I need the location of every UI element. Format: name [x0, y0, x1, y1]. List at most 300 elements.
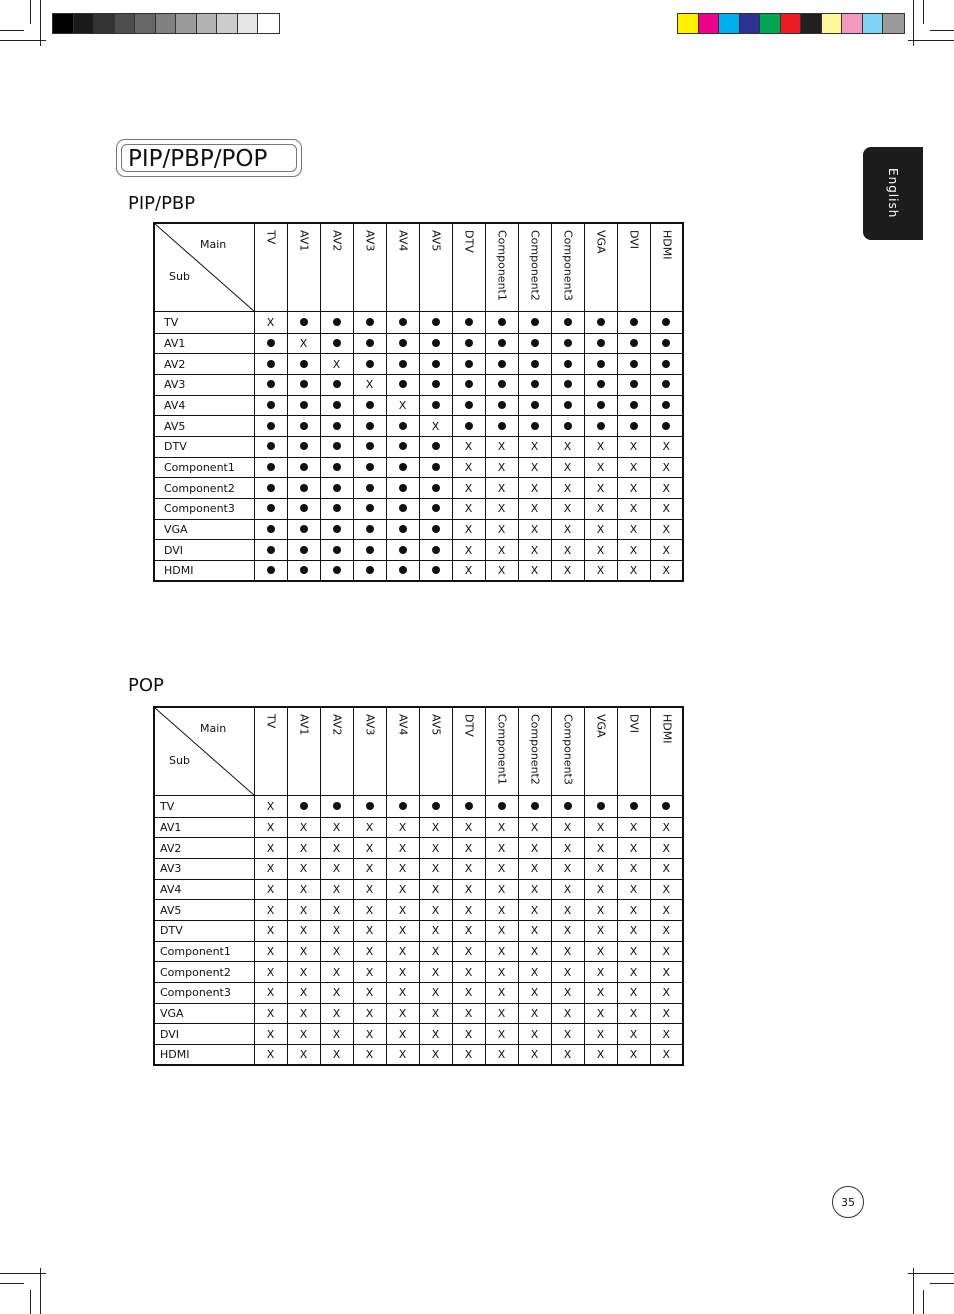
- column-header: [320, 223, 353, 311]
- supported-cell: [254, 519, 287, 540]
- supported-dot-icon: [597, 380, 605, 388]
- supported-cell: [518, 354, 551, 375]
- color-swatch: [258, 14, 279, 33]
- supported-dot-icon: [399, 566, 407, 574]
- supported-cell: [650, 333, 683, 354]
- row-label: AV2: [154, 838, 254, 859]
- unsupported-cell: X: [551, 478, 584, 499]
- unsupported-cell: X: [419, 941, 452, 962]
- pop-compatibility-table: [153, 706, 684, 1066]
- supported-cell: [254, 499, 287, 520]
- supported-cell: [419, 499, 452, 520]
- supported-dot-icon: [333, 802, 341, 810]
- unsupported-cell: X: [353, 900, 386, 921]
- supported-dot-icon: [531, 802, 539, 810]
- unsupported-cell: X: [320, 983, 353, 1004]
- supported-cell: [617, 311, 650, 333]
- unsupported-cell: X: [551, 962, 584, 983]
- supported-dot-icon: [366, 546, 374, 554]
- unsupported-cell: X: [320, 1024, 353, 1045]
- color-swatch: [135, 14, 156, 33]
- unsupported-cell: X: [617, 941, 650, 962]
- supported-cell: [419, 333, 452, 354]
- supported-cell: [584, 416, 617, 437]
- column-header-label: DVI: [627, 230, 641, 250]
- unsupported-cell: X: [419, 416, 452, 437]
- column-header: [650, 707, 683, 795]
- supported-cell: [419, 795, 452, 817]
- supported-dot-icon: [498, 380, 506, 388]
- column-header: [254, 707, 287, 795]
- supported-dot-icon: [366, 484, 374, 492]
- unsupported-cell: X: [287, 1003, 320, 1024]
- row-label: AV2: [154, 354, 254, 375]
- unsupported-cell: X: [617, 838, 650, 859]
- supported-cell: [287, 416, 320, 437]
- table-row: [154, 817, 683, 838]
- supported-dot-icon: [399, 442, 407, 450]
- row-label: Component3: [154, 983, 254, 1004]
- supported-dot-icon: [531, 318, 539, 326]
- unsupported-cell: X: [386, 920, 419, 941]
- unsupported-cell: X: [353, 983, 386, 1004]
- unsupported-cell: X: [551, 941, 584, 962]
- table-row: [154, 333, 683, 354]
- supported-cell: [320, 519, 353, 540]
- unsupported-cell: X: [320, 838, 353, 859]
- supported-dot-icon: [267, 339, 275, 347]
- column-header: [485, 707, 518, 795]
- column-header: [287, 707, 320, 795]
- supported-dot-icon: [432, 360, 440, 368]
- supported-dot-icon: [498, 802, 506, 810]
- supported-cell: [287, 499, 320, 520]
- column-header: [452, 223, 485, 311]
- unsupported-cell: X: [551, 879, 584, 900]
- column-header: [419, 707, 452, 795]
- supported-cell: [518, 395, 551, 416]
- supported-cell: [419, 311, 452, 333]
- unsupported-cell: X: [584, 941, 617, 962]
- supported-cell: [650, 416, 683, 437]
- unsupported-cell: X: [320, 817, 353, 838]
- supported-cell: [584, 395, 617, 416]
- supported-cell: [386, 499, 419, 520]
- unsupported-cell: X: [551, 817, 584, 838]
- unsupported-cell: X: [452, 561, 485, 582]
- supported-cell: [320, 436, 353, 457]
- supported-cell: [320, 499, 353, 520]
- supported-cell: [485, 416, 518, 437]
- supported-dot-icon: [662, 802, 670, 810]
- unsupported-cell: X: [584, 879, 617, 900]
- supported-dot-icon: [333, 566, 341, 574]
- supported-cell: [551, 416, 584, 437]
- row-label: TV: [154, 311, 254, 333]
- supported-cell: [386, 457, 419, 478]
- supported-dot-icon: [432, 546, 440, 554]
- unsupported-cell: X: [452, 983, 485, 1004]
- supported-dot-icon: [333, 546, 341, 554]
- unsupported-cell: X: [617, 540, 650, 561]
- supported-cell: [320, 540, 353, 561]
- table-row: [154, 436, 683, 457]
- unsupported-cell: X: [518, 983, 551, 1004]
- supported-cell: [254, 540, 287, 561]
- unsupported-cell: X: [650, 900, 683, 921]
- unsupported-cell: X: [551, 983, 584, 1004]
- supported-cell: [353, 457, 386, 478]
- supported-dot-icon: [399, 463, 407, 471]
- supported-cell: [584, 795, 617, 817]
- supported-dot-icon: [300, 525, 308, 533]
- supported-dot-icon: [498, 401, 506, 409]
- column-header-label: AV4: [396, 230, 410, 252]
- supported-dot-icon: [300, 504, 308, 512]
- supported-cell: [518, 333, 551, 354]
- unsupported-cell: X: [650, 436, 683, 457]
- unsupported-cell: X: [617, 478, 650, 499]
- color-swatch: [217, 14, 238, 33]
- unsupported-cell: X: [452, 920, 485, 941]
- color-swatch: [801, 14, 822, 33]
- supported-dot-icon: [366, 401, 374, 409]
- supported-cell: [617, 795, 650, 817]
- supported-cell: [353, 416, 386, 437]
- unsupported-cell: X: [617, 457, 650, 478]
- unsupported-cell: X: [617, 499, 650, 520]
- supported-dot-icon: [432, 442, 440, 450]
- table-row: [154, 478, 683, 499]
- unsupported-cell: X: [584, 457, 617, 478]
- supported-cell: [452, 333, 485, 354]
- supported-dot-icon: [267, 442, 275, 450]
- column-header-label: TV: [264, 714, 278, 729]
- unsupported-cell: X: [518, 1045, 551, 1066]
- supported-dot-icon: [267, 380, 275, 388]
- color-swatch: [719, 14, 740, 33]
- supported-cell: [254, 416, 287, 437]
- column-header-label: TV: [264, 230, 278, 245]
- table-row: [154, 1045, 683, 1066]
- unsupported-cell: X: [452, 1045, 485, 1066]
- unsupported-cell: X: [650, 1024, 683, 1045]
- supported-cell: [353, 795, 386, 817]
- supported-dot-icon: [498, 360, 506, 368]
- supported-dot-icon: [333, 484, 341, 492]
- supported-dot-icon: [300, 802, 308, 810]
- supported-dot-icon: [432, 566, 440, 574]
- table-row: [154, 354, 683, 375]
- supported-dot-icon: [432, 484, 440, 492]
- unsupported-cell: X: [551, 1045, 584, 1066]
- unsupported-cell: X: [254, 817, 287, 838]
- row-label: AV5: [154, 416, 254, 437]
- crop-mark: [40, 1268, 41, 1314]
- supported-dot-icon: [597, 802, 605, 810]
- supported-dot-icon: [432, 339, 440, 347]
- supported-dot-icon: [597, 318, 605, 326]
- supported-cell: [320, 561, 353, 582]
- supported-cell: [518, 795, 551, 817]
- supported-dot-icon: [333, 463, 341, 471]
- table-row: [154, 1003, 683, 1024]
- supported-dot-icon: [399, 422, 407, 430]
- unsupported-cell: X: [518, 941, 551, 962]
- unsupported-cell: X: [650, 1003, 683, 1024]
- unsupported-cell: X: [485, 879, 518, 900]
- row-label: DVI: [154, 540, 254, 561]
- supported-dot-icon: [531, 401, 539, 409]
- supported-cell: [650, 395, 683, 416]
- unsupported-cell: X: [650, 499, 683, 520]
- supported-dot-icon: [300, 380, 308, 388]
- table-row: [154, 374, 683, 395]
- color-swatch: [760, 14, 781, 33]
- unsupported-cell: X: [650, 457, 683, 478]
- supported-dot-icon: [267, 546, 275, 554]
- unsupported-cell: X: [485, 436, 518, 457]
- supported-dot-icon: [333, 504, 341, 512]
- row-label: Component2: [154, 962, 254, 983]
- unsupported-cell: X: [452, 457, 485, 478]
- supported-cell: [617, 395, 650, 416]
- supported-dot-icon: [366, 566, 374, 574]
- unsupported-cell: X: [650, 962, 683, 983]
- supported-dot-icon: [300, 546, 308, 554]
- supported-cell: [254, 561, 287, 582]
- crop-mark: [0, 1283, 24, 1284]
- supported-cell: [419, 354, 452, 375]
- unsupported-cell: X: [419, 817, 452, 838]
- supported-cell: [320, 311, 353, 333]
- supported-dot-icon: [333, 422, 341, 430]
- unsupported-cell: X: [551, 838, 584, 859]
- column-header: [386, 223, 419, 311]
- column-header-label: Component3: [561, 230, 575, 301]
- unsupported-cell: X: [386, 858, 419, 879]
- row-label: HDMI: [154, 1045, 254, 1066]
- table-row: [154, 395, 683, 416]
- unsupported-cell: X: [584, 519, 617, 540]
- supported-dot-icon: [531, 360, 539, 368]
- supported-cell: [320, 416, 353, 437]
- supported-cell: [254, 354, 287, 375]
- unsupported-cell: X: [254, 983, 287, 1004]
- unsupported-cell: X: [650, 920, 683, 941]
- unsupported-cell: X: [650, 817, 683, 838]
- unsupported-cell: X: [617, 858, 650, 879]
- supported-cell: [254, 457, 287, 478]
- column-header-label: AV2: [330, 230, 344, 252]
- corner-main-label: Main: [200, 238, 227, 251]
- supported-cell: [287, 519, 320, 540]
- supported-cell: [287, 795, 320, 817]
- supported-dot-icon: [267, 504, 275, 512]
- supported-cell: [419, 561, 452, 582]
- unsupported-cell: X: [551, 900, 584, 921]
- unsupported-cell: X: [386, 962, 419, 983]
- row-label: Component3: [154, 499, 254, 520]
- supported-cell: [650, 354, 683, 375]
- column-header: [320, 707, 353, 795]
- unsupported-cell: X: [518, 478, 551, 499]
- table-row: [154, 457, 683, 478]
- unsupported-cell: X: [386, 983, 419, 1004]
- supported-cell: [551, 395, 584, 416]
- column-header: [617, 223, 650, 311]
- table-row: [154, 858, 683, 879]
- table-row: [154, 540, 683, 561]
- column-header-label: AV5: [429, 714, 443, 736]
- unsupported-cell: X: [254, 858, 287, 879]
- unsupported-cell: X: [353, 962, 386, 983]
- unsupported-cell: X: [419, 983, 452, 1004]
- supported-dot-icon: [630, 339, 638, 347]
- supported-dot-icon: [366, 339, 374, 347]
- unsupported-cell: X: [485, 561, 518, 582]
- color-swatch: [53, 14, 74, 33]
- crop-mark: [913, 1268, 914, 1314]
- unsupported-cell: X: [584, 540, 617, 561]
- supported-dot-icon: [300, 484, 308, 492]
- unsupported-cell: X: [452, 436, 485, 457]
- crop-mark: [0, 1273, 46, 1274]
- unsupported-cell: X: [419, 858, 452, 879]
- supported-dot-icon: [564, 802, 572, 810]
- column-header: [518, 707, 551, 795]
- supported-dot-icon: [267, 525, 275, 533]
- supported-dot-icon: [366, 360, 374, 368]
- color-swatch: [678, 14, 699, 33]
- unsupported-cell: X: [617, 983, 650, 1004]
- supported-dot-icon: [531, 422, 539, 430]
- supported-dot-icon: [498, 339, 506, 347]
- column-header-label: Component3: [561, 714, 575, 785]
- unsupported-cell: X: [551, 519, 584, 540]
- unsupported-cell: X: [254, 962, 287, 983]
- column-header-label: HDMI: [660, 230, 674, 260]
- supported-cell: [353, 436, 386, 457]
- supported-cell: [485, 795, 518, 817]
- table-corner-header: [154, 223, 254, 311]
- unsupported-cell: X: [617, 519, 650, 540]
- unsupported-cell: X: [485, 478, 518, 499]
- unsupported-cell: X: [452, 519, 485, 540]
- column-header: [584, 223, 617, 311]
- unsupported-cell: X: [551, 540, 584, 561]
- crop-mark: [923, 0, 924, 24]
- supported-dot-icon: [531, 339, 539, 347]
- row-label: Component1: [154, 457, 254, 478]
- unsupported-cell: X: [419, 1045, 452, 1066]
- color-registration-bar: [677, 13, 905, 34]
- unsupported-cell: X: [485, 1003, 518, 1024]
- supported-dot-icon: [597, 360, 605, 368]
- unsupported-cell: X: [617, 900, 650, 921]
- unsupported-cell: X: [518, 436, 551, 457]
- unsupported-cell: X: [353, 1024, 386, 1045]
- unsupported-cell: X: [386, 941, 419, 962]
- supported-cell: [452, 395, 485, 416]
- column-header: [353, 223, 386, 311]
- unsupported-cell: X: [584, 1024, 617, 1045]
- supported-cell: [353, 499, 386, 520]
- supported-cell: [320, 374, 353, 395]
- unsupported-cell: X: [254, 900, 287, 921]
- unsupported-cell: X: [452, 1003, 485, 1024]
- unsupported-cell: X: [287, 920, 320, 941]
- unsupported-cell: X: [650, 941, 683, 962]
- supported-dot-icon: [498, 422, 506, 430]
- unsupported-cell: X: [617, 561, 650, 582]
- unsupported-cell: X: [584, 920, 617, 941]
- unsupported-cell: X: [650, 478, 683, 499]
- unsupported-cell: X: [551, 858, 584, 879]
- supported-dot-icon: [432, 802, 440, 810]
- color-swatch: [822, 14, 843, 33]
- supported-cell: [254, 436, 287, 457]
- grayscale-registration-bar: [52, 13, 280, 34]
- unsupported-cell: X: [584, 838, 617, 859]
- supported-dot-icon: [564, 318, 572, 326]
- supported-cell: [320, 457, 353, 478]
- unsupported-cell: X: [254, 1045, 287, 1066]
- unsupported-cell: X: [353, 879, 386, 900]
- supported-dot-icon: [333, 318, 341, 326]
- unsupported-cell: X: [584, 499, 617, 520]
- supported-cell: [287, 311, 320, 333]
- unsupported-cell: X: [452, 1024, 485, 1045]
- column-header-label: DVI: [627, 714, 641, 734]
- unsupported-cell: X: [617, 817, 650, 838]
- unsupported-cell: X: [353, 817, 386, 838]
- supported-dot-icon: [630, 360, 638, 368]
- unsupported-cell: X: [386, 1003, 419, 1024]
- unsupported-cell: X: [287, 983, 320, 1004]
- color-swatch: [115, 14, 136, 33]
- unsupported-cell: X: [485, 858, 518, 879]
- supported-cell: [386, 561, 419, 582]
- supported-cell: [386, 416, 419, 437]
- unsupported-cell: X: [551, 920, 584, 941]
- supported-dot-icon: [662, 422, 670, 430]
- unsupported-cell: X: [287, 941, 320, 962]
- unsupported-cell: X: [551, 561, 584, 582]
- unsupported-cell: X: [419, 879, 452, 900]
- row-label: AV4: [154, 395, 254, 416]
- unsupported-cell: X: [485, 457, 518, 478]
- unsupported-cell: X: [584, 817, 617, 838]
- color-swatch: [238, 14, 259, 33]
- unsupported-cell: X: [353, 1045, 386, 1066]
- unsupported-cell: X: [452, 941, 485, 962]
- crop-mark: [930, 1283, 954, 1284]
- crop-mark: [0, 30, 24, 31]
- supported-cell: [353, 311, 386, 333]
- supported-cell: [485, 333, 518, 354]
- supported-cell: [551, 311, 584, 333]
- column-header: [353, 707, 386, 795]
- table-row: [154, 900, 683, 921]
- supported-dot-icon: [333, 380, 341, 388]
- supported-cell: [551, 333, 584, 354]
- unsupported-cell: X: [485, 499, 518, 520]
- column-header: [386, 707, 419, 795]
- supported-dot-icon: [630, 380, 638, 388]
- supported-cell: [485, 395, 518, 416]
- supported-cell: [617, 354, 650, 375]
